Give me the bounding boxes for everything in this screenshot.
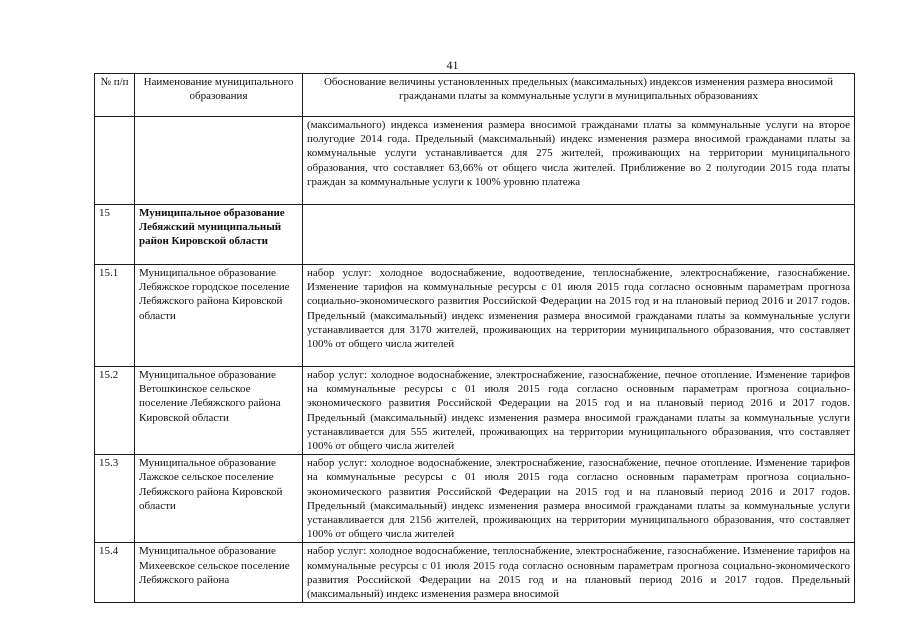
table-row bbox=[95, 205, 855, 265]
row-municipality-name: Муниципальное образование Ветошкинское сельское поселение Лебяжского района Кировской области bbox=[135, 367, 303, 455]
row-municipality-name: Муниципальное образование Лажское сельское поселение Лебяжского района Кировской области bbox=[135, 455, 303, 543]
row-justification: набор услуг: холодное водоснабжение, электроснабжение, газоснабжение, печное отопление. Изменение тарифов на коммунальные ресурсы с 01 июля 2015 года согласно основным параметрам прогноза социально-экономического развития Российской Федерации на 2015 год и на плановый период 2016 и 2017 годов. Предельный (максимальный) индекс изменения размера вносимой гражданами платы за коммунальные услуги устанавливается для 555 жителей, проживающих на территории муниципального образования, что составляет 100% от общего числа жителей bbox=[303, 367, 855, 455]
table-header-row bbox=[95, 74, 855, 117]
row-municipality-name: Муниципальное образование Лебяжское городское поселение Лебяжского района Кировской области bbox=[135, 265, 303, 367]
row-number: 15.2 bbox=[95, 367, 135, 455]
row-municipality-name: Муниципальное образование Лебяжский муниципальный район Кировской области bbox=[135, 205, 303, 265]
table-row bbox=[95, 455, 855, 543]
row-municipality-name: Муниципальное образование Михеевское сельское поселение Лебяжского района bbox=[135, 543, 303, 603]
header-municipality-name: Наименование муниципального образования bbox=[135, 74, 303, 117]
row-number: 15.4 bbox=[95, 543, 135, 603]
row-justification: набор услуг: холодное водоснабжение, электроснабжение, газоснабжение, печное отопление. Изменение тарифов на коммунальные ресурсы с 01 июля 2015 года согласно основным параметрам прогноза социально-экономического развития Российской Федерации на 2015 год и на плановый период 2016 и 2017 годов. Предельный (максимальный) индекс изменения размера вносимой гражданами платы за коммунальные услуги устанавливается для 2156 жителей, проживающих на территории муниципального образования, что составляет 100% от общего числа жителей bbox=[303, 455, 855, 543]
row-municipality-name bbox=[135, 117, 303, 205]
row-number bbox=[95, 117, 135, 205]
row-justification: набор услуг: холодное водоснабжение, водоотведение, теплоснабжение, электроснабжение, газоснабжение. Изменение тарифов на коммунальные ресурсы с 01 июля 2015 года согласно основным параметрам прогноза социально-экономического развития Российской Федерации на 2015 год и на плановый период 2016 и 2017 годов. Предельный (максимальный) индекс изменения размера вносимой гражданами платы за коммунальные услуги устанавливается для 3170 жителей, проживающих на территории муниципального образования, что составляет 100% от общего числа жителей bbox=[303, 265, 855, 367]
tariff-index-table bbox=[94, 73, 855, 603]
row-justification bbox=[303, 205, 855, 265]
table-row bbox=[95, 367, 855, 455]
row-number: 15.1 bbox=[95, 265, 135, 367]
page-number: 41 bbox=[446, 58, 459, 72]
header-number: № п/п bbox=[95, 74, 135, 117]
table-row bbox=[95, 117, 855, 205]
table-row bbox=[95, 265, 855, 367]
header-justification: Обоснование величины установленных предельных (максимальных) индексов изменения размера вносимой гражданами платы за коммунальные услуги в муниципальных образованиях bbox=[303, 74, 855, 117]
table-row bbox=[95, 543, 855, 603]
row-number: 15.3 bbox=[95, 455, 135, 543]
row-justification: (максимального) индекса изменения размера вносимой гражданами платы за коммунальные услуги на второе полугодие 2014 года. Предельный (максимальный) индекс изменения размера вносимой гражданами платы за коммунальные услуги устанавливается для 275 жителей, проживающих на территории муниципального образования, что составляет 63,66% от общего числа жителей. Приближение во 2 полугодии 2015 года платы граждан за коммунальные услуги к 100% уровню платежа bbox=[303, 117, 855, 205]
row-number: 15 bbox=[95, 205, 135, 265]
row-justification: набор услуг: холодное водоснабжение, теплоснабжение, электроснабжение, газоснабжение. Изменение тарифов на коммунальные ресурсы с 01 июля 2015 года согласно основным параметрам прогноза социально-экономического развития Российской Федерации на 2015 год и на плановый период 2016 и 2017 годов. Предельный (максимальный) индекс изменения размера вносимой bbox=[303, 543, 855, 603]
